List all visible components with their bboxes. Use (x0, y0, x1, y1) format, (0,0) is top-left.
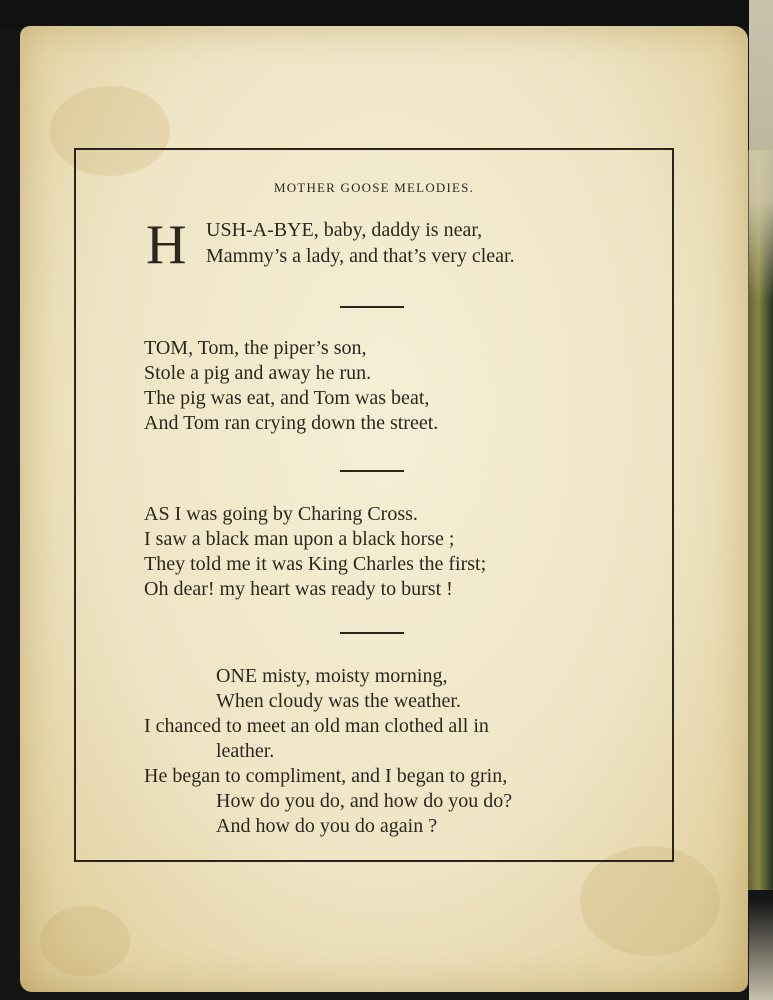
verse-line: ONE misty, moisty morning, (216, 665, 448, 687)
verse-line: And how do you do again ? (216, 815, 438, 837)
verse-line: leather. (216, 740, 275, 762)
rhyme-misty-morning (144, 664, 512, 839)
rhyme-tom-tom (144, 336, 438, 436)
verse-line: TOM, Tom, the piper’s son, (144, 337, 367, 359)
verse-line: The pig was eat, and Tom was beat, (144, 387, 430, 409)
paper-stain (40, 906, 130, 976)
verse-line: USH-A-BYE, baby, daddy is near, (206, 219, 483, 241)
verse-line: Mammy’s a lady, and that’s very clear. (206, 245, 515, 267)
verse-line: And Tom ran crying down the street. (144, 412, 439, 434)
verse-line: I saw a black man upon a black horse ; (144, 528, 455, 550)
verse-line: AS I was going by Charing Cross. (144, 503, 418, 525)
paper-stain (580, 846, 720, 956)
section-divider (340, 632, 404, 634)
book-page (20, 26, 748, 992)
verse-line: I chanced to meet an old man clothed all in (144, 715, 489, 737)
verse-line: Oh dear! my heart was ready to burst ! (144, 578, 453, 600)
verse-line: How do you do, and how do you do? (216, 790, 513, 812)
adjacent-page-edge (749, 0, 773, 1000)
section-divider (340, 306, 404, 308)
verse-line: When cloudy was the weather. (216, 690, 461, 712)
section-divider (340, 470, 404, 472)
verse-line: Stole a pig and away he run. (144, 362, 372, 384)
drop-cap: H (146, 214, 187, 276)
text-frame (74, 148, 674, 862)
rhyme-charing-cross (144, 502, 486, 602)
page-header: MOTHER GOOSE MELODIES. (273, 180, 475, 195)
verse-line: He began to compliment, and I began to grin, (144, 765, 508, 787)
verse-line: They told me it was King Charles the first; (144, 553, 487, 575)
